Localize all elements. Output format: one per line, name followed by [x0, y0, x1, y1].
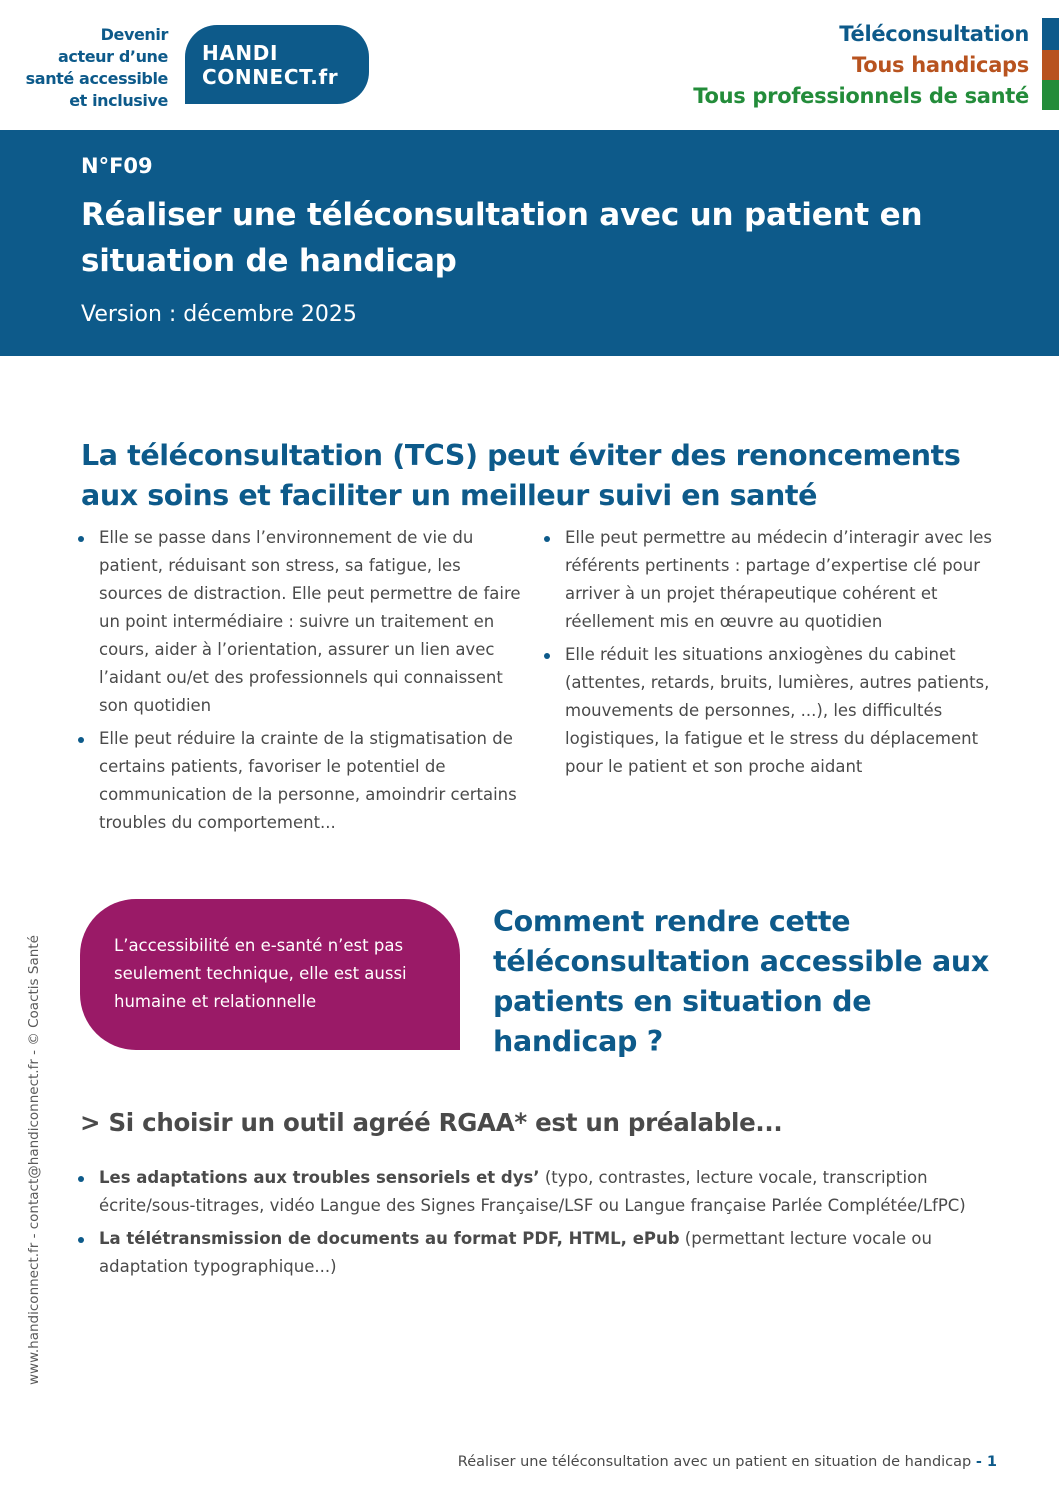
list-item: Elle réduit les situations anxiogènes du cabinet (attentes, retards, bruits, lumières, autres patients, mouvements de personnes, ...), les difficultés logistiques, la fatigue et le stress du déplacement pour le patient et son proche aidant [547, 641, 992, 781]
callout-box [80, 899, 460, 1050]
list-item-bold: Les adaptations aux troubles sensoriels et dys’ [99, 1168, 540, 1187]
logo-line-1: HANDI [202, 41, 278, 65]
tagline-line: santé accessible [25, 69, 168, 88]
section-heading-tcs: La téléconsultation (TCS) peut éviter des renoncements aux soins et faciliter un meilleur suivi en santé [81, 439, 961, 512]
list-item-bold: La télétransmission de documents au format PDF, HTML, ePub [99, 1229, 680, 1248]
section-heading-accessibility: Comment rendre cette téléconsultation accessible aux patients en situation de handicap ? [493, 905, 989, 1058]
list-item-text: (typo, contrastes, lecture vocale, transcription écrite/sous-titrages, vidéo Langue des Signes Française/LSF ou Langue française Parlée Complétée/LfPC) [99, 1168, 966, 1215]
page-footer [458, 1454, 997, 1470]
page-title: Réaliser une téléconsultation avec un patient en situation de handicap [81, 197, 923, 279]
tagline [10, 24, 168, 112]
list-item: Elle peut réduire la crainte de la stigmatisation de certains patients, favoriser le potentiel de communication de la personne, amoindrir certains troubles du comportement... [81, 725, 521, 837]
rgaa-list [81, 1164, 1001, 1286]
version-label: Version : décembre 2025 [81, 302, 357, 327]
category-color-bar-green [1042, 80, 1059, 110]
callout-text: L’accessibilité en e-santé n’est pas seulement technique, elle est aussi humaine et relationnelle [114, 936, 407, 1011]
list-item [81, 1225, 1001, 1281]
list-item [81, 1164, 1001, 1220]
category-handicaps: Tous handicaps [852, 53, 1029, 77]
tagline-line: Devenir [100, 25, 168, 44]
list-item: Elle se passe dans l’environnement de vie du patient, réduisant son stress, sa fatigue, les sources de distraction. Elle peut permettre de faire un point intermédiaire : suivre un traitement en cours, aider à l’orientation, assurer un lien avec l’aidant ou/et des professionnels qui connaissent son quotidien [81, 524, 521, 720]
benefits-list-right [547, 524, 992, 786]
category-color-bar-blue [1042, 18, 1059, 50]
tagline-line: acteur d’une [58, 47, 168, 66]
logo-line-2: CONNECT.fr [202, 65, 339, 89]
subsection-heading-rgaa: > Si choisir un outil agréé RGAA* est un préalable... [80, 1108, 783, 1137]
category-teleconsultation: Téléconsultation [839, 22, 1029, 46]
list-item: Elle peut permettre au médecin d’interagir avec les référents pertinents : partage d’expertise clé pour arriver à un projet thérapeutique cohérent et réellement mis en œuvre au quotidien [547, 524, 992, 636]
title-banner [0, 130, 1059, 356]
category-list [693, 19, 1029, 112]
page-number: - 1 [975, 1454, 997, 1470]
document-number: N°F09 [81, 154, 153, 178]
list-item-text: (permettant lecture vocale ou adaptation typographique...) [99, 1229, 932, 1276]
tagline-line: et inclusive [69, 91, 168, 110]
footer-title: Réaliser une téléconsultation avec un patient en situation de handicap [457, 1454, 972, 1470]
handiconnect-logo[interactable] [185, 25, 369, 104]
category-professionnels: Tous professionnels de santé [693, 84, 1029, 108]
category-color-bar-orange [1042, 50, 1059, 80]
benefits-list-left [81, 524, 521, 842]
sidebar-contact-text: www.handiconnect.fr - contact@handiconnect.fr - © Coactis Santé [26, 935, 42, 1385]
